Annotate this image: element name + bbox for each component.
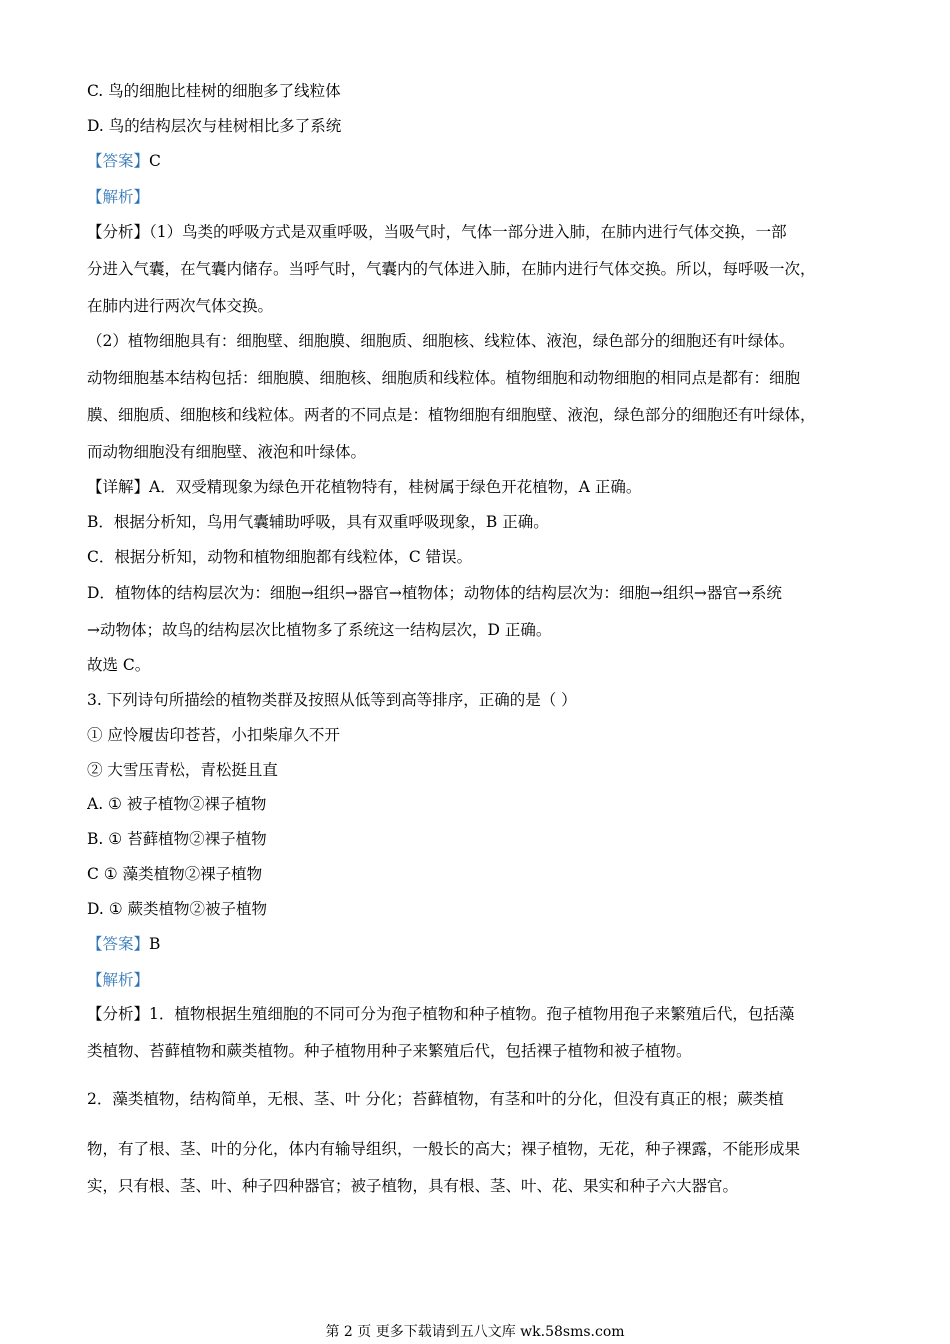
detail-line: C．根据分析知，动物和植物细胞都有线粒体，C 错误。: [87, 548, 473, 566]
option-c: C. 鸟的细胞比桂树的细胞多了线粒体: [87, 82, 341, 100]
fenxi-tag: 【分析】: [87, 223, 150, 241]
detail-line: →动物体；故鸟的结构层次比植物多了系统这一结构层次，D 正确。: [87, 621, 552, 639]
analysis-line: 2．藻类植物，结构简单，无根、茎、叶 分化；苔藓植物，有茎和叶的分化，但没有真正的根；蕨类植: [87, 1090, 784, 1108]
analysis-line: 实，只有根、茎、叶、种子四种器官；被子植物，具有根、茎、叶、花、果实和种子六大器官。: [87, 1177, 739, 1195]
page-footer: 第 2 页 更多下载请到五八文库 wk.58sms.com: [325, 1324, 625, 1340]
detail-text: A．双受精现象为绿色开花植物特有，桂树属于绿色开花植物，A 正确。: [149, 478, 642, 496]
poem-line: ② 大雪压青松，青松挺且直: [87, 761, 278, 779]
analysis-line: 类植物、苔藓植物和蕨类植物。种子植物用种子来繁殖后代，包括裸子植物和被子植物。: [87, 1042, 692, 1060]
analysis-line: 而动物细胞没有细胞壁、液泡和叶绿体。: [87, 443, 367, 461]
analysis-line: 膜、细胞质、细胞核和线粒体。两者的不同点是：植物细胞有细胞壁、液泡，绿色部分的细胞还有叶绿体，: [87, 406, 816, 424]
option-d: D. 鸟的结构层次与桂树相比多了系统: [87, 117, 342, 135]
answer-row: [87, 150, 867, 172]
analysis-line: （2）植物细胞具有：细胞壁、细胞膜、细胞质、细胞核、线粒体、液泡，绿色部分的细胞还有叶绿体。: [87, 332, 795, 350]
analysis-text: （1）鸟类的呼吸方式是双重呼吸，当吸气时，气体一部分进入肺，在肺内进行气体交换，一部: [149, 223, 787, 241]
analysis-line: [87, 221, 867, 243]
analysis-line: 在肺内进行两次气体交换。: [87, 297, 274, 315]
answer-row: [87, 933, 867, 955]
analysis-line: 分进入气囊，在气囊内储存。当呼气时，气囊内的气体进入肺，在肺内进行气体交换。所以，每呼吸一次，: [87, 260, 816, 278]
conclusion-line: 故选 C。: [87, 656, 151, 674]
detail-line: [87, 476, 867, 498]
fenxi-tag: 【分析】: [87, 1005, 150, 1023]
analysis-line: 物，有了根、茎、叶的分化，体内有输导组织，一般长的高大；裸子植物，无花，种子裸露，不能形成果: [87, 1140, 801, 1158]
option-d: D. ① 蕨类植物②被子植物: [87, 900, 268, 918]
poem-line: ① 应怜履齿印苍苔，小扣柴扉久不开: [87, 726, 340, 744]
option-a: A. ① 被子植物②裸子植物: [87, 795, 267, 813]
analysis-tag: 【解析】: [87, 971, 150, 989]
analysis-line: [87, 1003, 867, 1025]
answer-value: B: [149, 935, 161, 953]
option-c: C ① 藻类植物②裸子植物: [87, 865, 263, 883]
answer-tag: 【答案】: [87, 152, 150, 170]
detail-line: D．植物体的结构层次为：细胞→组织→器官→植物体；动物体的结构层次为：细胞→组织→器官→系统: [87, 584, 782, 602]
question-stem: 3. 下列诗句所描绘的植物类群及按照从低等到高等排序，正确的是（ ）: [87, 691, 577, 709]
option-b: B. ① 苔藓植物②裸子植物: [87, 830, 267, 848]
detail-line: B．根据分析知，鸟用气囊辅助呼吸，具有双重呼吸现象，B 正确。: [87, 513, 549, 531]
analysis-line: 动物细胞基本结构包括：细胞膜、细胞核、细胞质和线粒体。植物细胞和动物细胞的相同点是都有：细胞: [87, 369, 801, 387]
answer-tag: 【答案】: [87, 935, 150, 953]
analysis-tag: 【解析】: [87, 188, 150, 206]
analysis-text: 1．植物根据生殖细胞的不同可分为孢子植物和种子植物。孢子植物用孢子来繁殖后代，包括藻: [149, 1005, 795, 1023]
xiangjie-tag: 【详解】: [87, 478, 150, 496]
answer-value: C: [149, 152, 161, 170]
